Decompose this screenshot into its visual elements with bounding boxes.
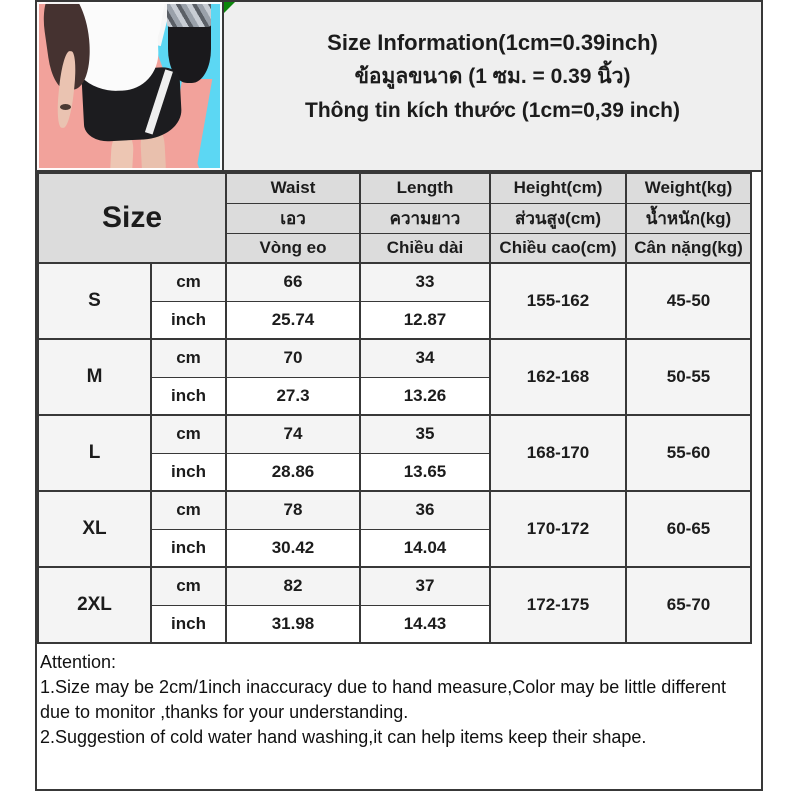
waist-inch: 25.74 [226, 301, 360, 339]
height-range: 162-168 [490, 339, 626, 415]
col-weight-en: Weight(kg) [626, 173, 751, 203]
row-s-cm [38, 263, 751, 301]
waist-cm: 78 [226, 491, 360, 529]
waist-inch: 27.3 [226, 377, 360, 415]
title-english: Size Information(1cm=0.39inch) [327, 30, 658, 55]
unit-cm: cm [151, 339, 226, 377]
title-block [224, 2, 761, 170]
size-label: S [38, 263, 151, 339]
size-header-cell: Size [38, 173, 226, 263]
title-thai: ข้อมูลขนาด (1 ซม. = 0.39 นิ้ว) [354, 65, 631, 88]
col-length-vi: Chiều dài [360, 233, 490, 263]
length-cm: 35 [360, 415, 490, 453]
row-m-cm [38, 339, 751, 377]
weight-range: 55-60 [626, 415, 751, 491]
unit-cm: cm [151, 491, 226, 529]
waist-cm: 82 [226, 567, 360, 605]
size-label: XL [38, 491, 151, 567]
size-chart-panel [35, 0, 763, 791]
green-corner-triangle-icon [224, 2, 235, 13]
row-l-cm [38, 415, 751, 453]
attention-notes [37, 644, 761, 750]
weight-range: 45-50 [626, 263, 751, 339]
attention-heading: Attention: [40, 652, 117, 672]
waist-inch: 31.98 [226, 605, 360, 643]
size-label: M [38, 339, 151, 415]
height-range: 155-162 [490, 263, 626, 339]
unit-inch: inch [151, 377, 226, 415]
col-waist-th: เอว [226, 203, 360, 233]
length-cm: 34 [360, 339, 490, 377]
attention-line-2: 2.Suggestion of cold water hand washing,it can help items keep their shape. [40, 727, 647, 747]
attention-line-1: 1.Size may be 2cm/1inch inaccuracy due to hand measure,Color may be little different due to monitor ,thanks for your understanding. [40, 677, 727, 722]
weight-range: 50-55 [626, 339, 751, 415]
weight-range: 65-70 [626, 567, 751, 643]
unit-inch: inch [151, 301, 226, 339]
unit-cm: cm [151, 415, 226, 453]
waist-cm: 70 [226, 339, 360, 377]
col-height-en: Height(cm) [490, 173, 626, 203]
length-inch: 13.65 [360, 453, 490, 491]
title-vietnamese: Thông tin kích thước (1cm=0,39 inch) [305, 99, 680, 122]
size-table [37, 172, 752, 644]
row-2xl-cm [38, 567, 751, 605]
height-range: 170-172 [490, 491, 626, 567]
length-cm: 37 [360, 567, 490, 605]
length-cm: 33 [360, 263, 490, 301]
unit-cm: cm [151, 263, 226, 301]
col-height-vi: Chiều cao(cm) [490, 233, 626, 263]
header-row-english [38, 173, 751, 203]
unit-cm: cm [151, 567, 226, 605]
waist-inch: 30.42 [226, 529, 360, 567]
row-xl-cm [38, 491, 751, 529]
size-label: 2XL [38, 567, 151, 643]
col-length-th: ความยาว [360, 203, 490, 233]
weight-range: 60-65 [626, 491, 751, 567]
unit-inch: inch [151, 529, 226, 567]
col-weight-th: น้ำหนัก(kg) [626, 203, 751, 233]
length-inch: 14.04 [360, 529, 490, 567]
col-length-en: Length [360, 173, 490, 203]
size-label: L [38, 415, 151, 491]
photo-white-frame [37, 2, 222, 170]
col-weight-vi: Cân nặng(kg) [626, 233, 751, 263]
length-inch: 14.43 [360, 605, 490, 643]
col-waist-en: Waist [226, 173, 360, 203]
col-waist-vi: Vòng eo [226, 233, 360, 263]
length-cm: 36 [360, 491, 490, 529]
waist-inch: 28.86 [226, 453, 360, 491]
height-range: 172-175 [490, 567, 626, 643]
unit-inch: inch [151, 453, 226, 491]
length-inch: 12.87 [360, 301, 490, 339]
top-section [37, 2, 761, 172]
product-photo [37, 2, 224, 170]
waist-cm: 74 [226, 415, 360, 453]
height-range: 168-170 [490, 415, 626, 491]
waist-cm: 66 [226, 263, 360, 301]
unit-inch: inch [151, 605, 226, 643]
length-inch: 13.26 [360, 377, 490, 415]
col-height-th: ส่วนสูง(cm) [490, 203, 626, 233]
